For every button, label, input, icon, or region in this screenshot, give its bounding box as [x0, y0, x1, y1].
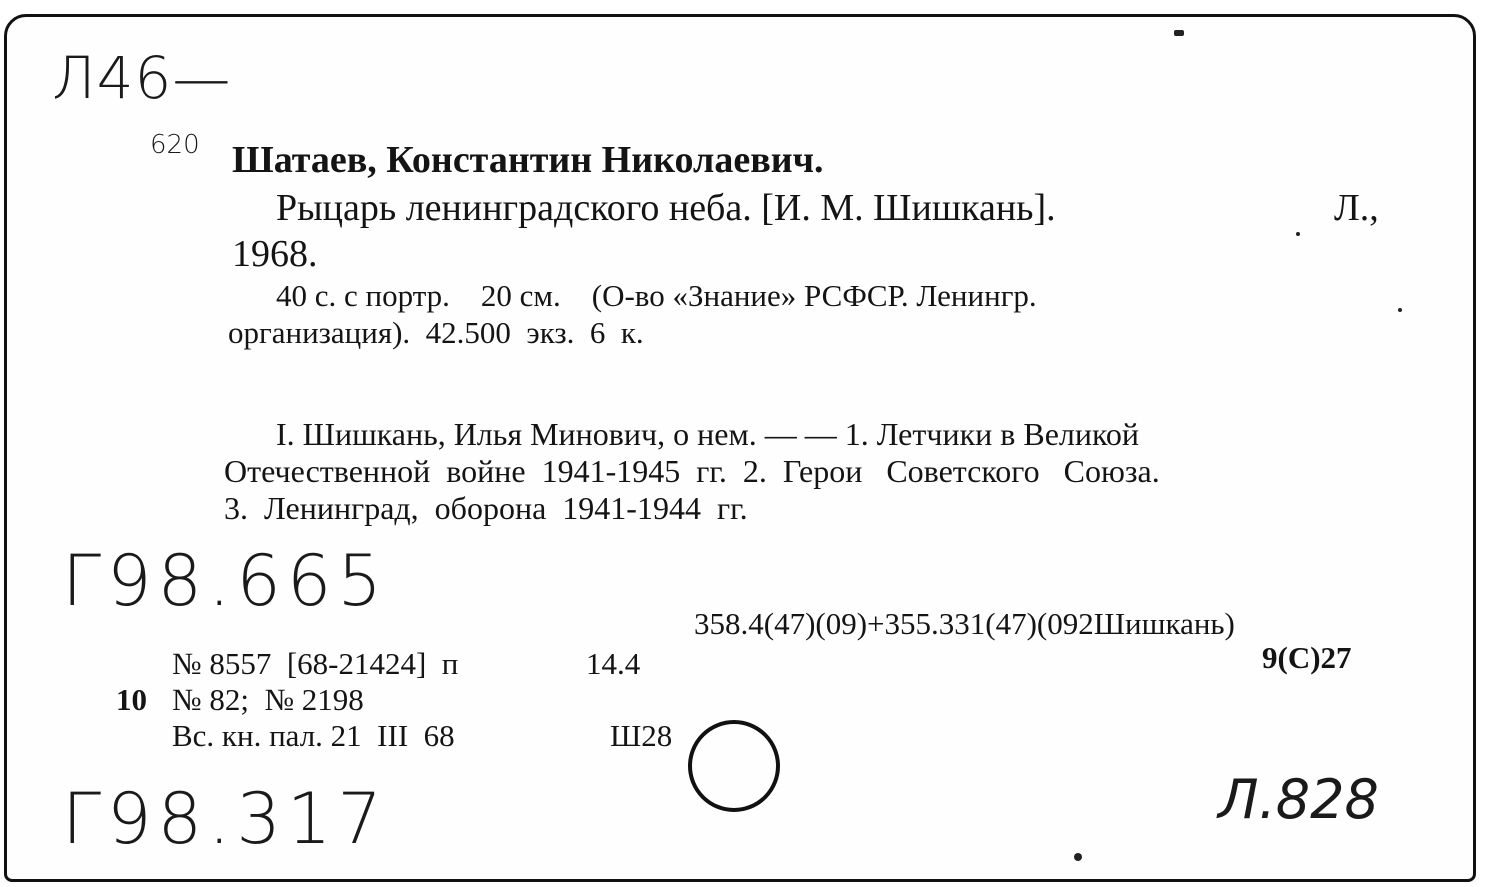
subject-line-3: 3. Ленинград, оборона 1941-1944 гг. [224, 490, 748, 526]
handwritten-note: Л.828 [1218, 768, 1379, 831]
footer-line-1: № 8557 [68-21424] п [172, 646, 459, 681]
collation-line-2: организация). 42.500 экз. 6 к. [228, 315, 644, 350]
scan-speck [1398, 308, 1402, 312]
publication-year: 1968. [232, 233, 318, 275]
subject-line-1: I. Шишкань, Илья Минович, о нем. — — 1. Летчики в Великой [276, 416, 1140, 452]
bbk-index: 9(С)27 [1262, 640, 1352, 675]
publication-place: Л., [1334, 187, 1379, 229]
shelfmark-sub: 620 [150, 130, 200, 160]
handwritten-number-2: Г98.317 [62, 778, 388, 860]
collation-line-1: 40 с. с портр. 20 см. (О-во «Знание» РСФСР. Ленингр. [276, 278, 1037, 313]
footer-prefix-10: 10 [116, 682, 147, 717]
scan-speck [1174, 30, 1184, 36]
shelfmark-code: Л46— [52, 44, 232, 112]
scan-speck [1074, 853, 1082, 861]
author-heading: Шатаев, Константин Николаевич. [232, 139, 824, 181]
footer-line-3: Вс. кн. пал. 21 III 68 [172, 718, 455, 753]
handwritten-number-1: Г98.665 [62, 540, 388, 622]
scan-speck [1296, 232, 1300, 236]
punch-hole-icon [684, 716, 784, 816]
title-line: Рыцарь ленинградского неба. [И. М. Шишкань]. [276, 187, 1056, 229]
footer-code-144: 14.4 [586, 646, 641, 681]
footer-line-2: № 82; № 2198 [172, 682, 364, 717]
footer-sh28: Ш28 [610, 718, 673, 753]
udc-index: 358.4(47)(09)+355.331(47)(092Шишкань) [694, 606, 1235, 641]
subject-line-2: Отечественной войне 1941-1945 гг. 2. Герои Советского Союза. [224, 453, 1160, 489]
